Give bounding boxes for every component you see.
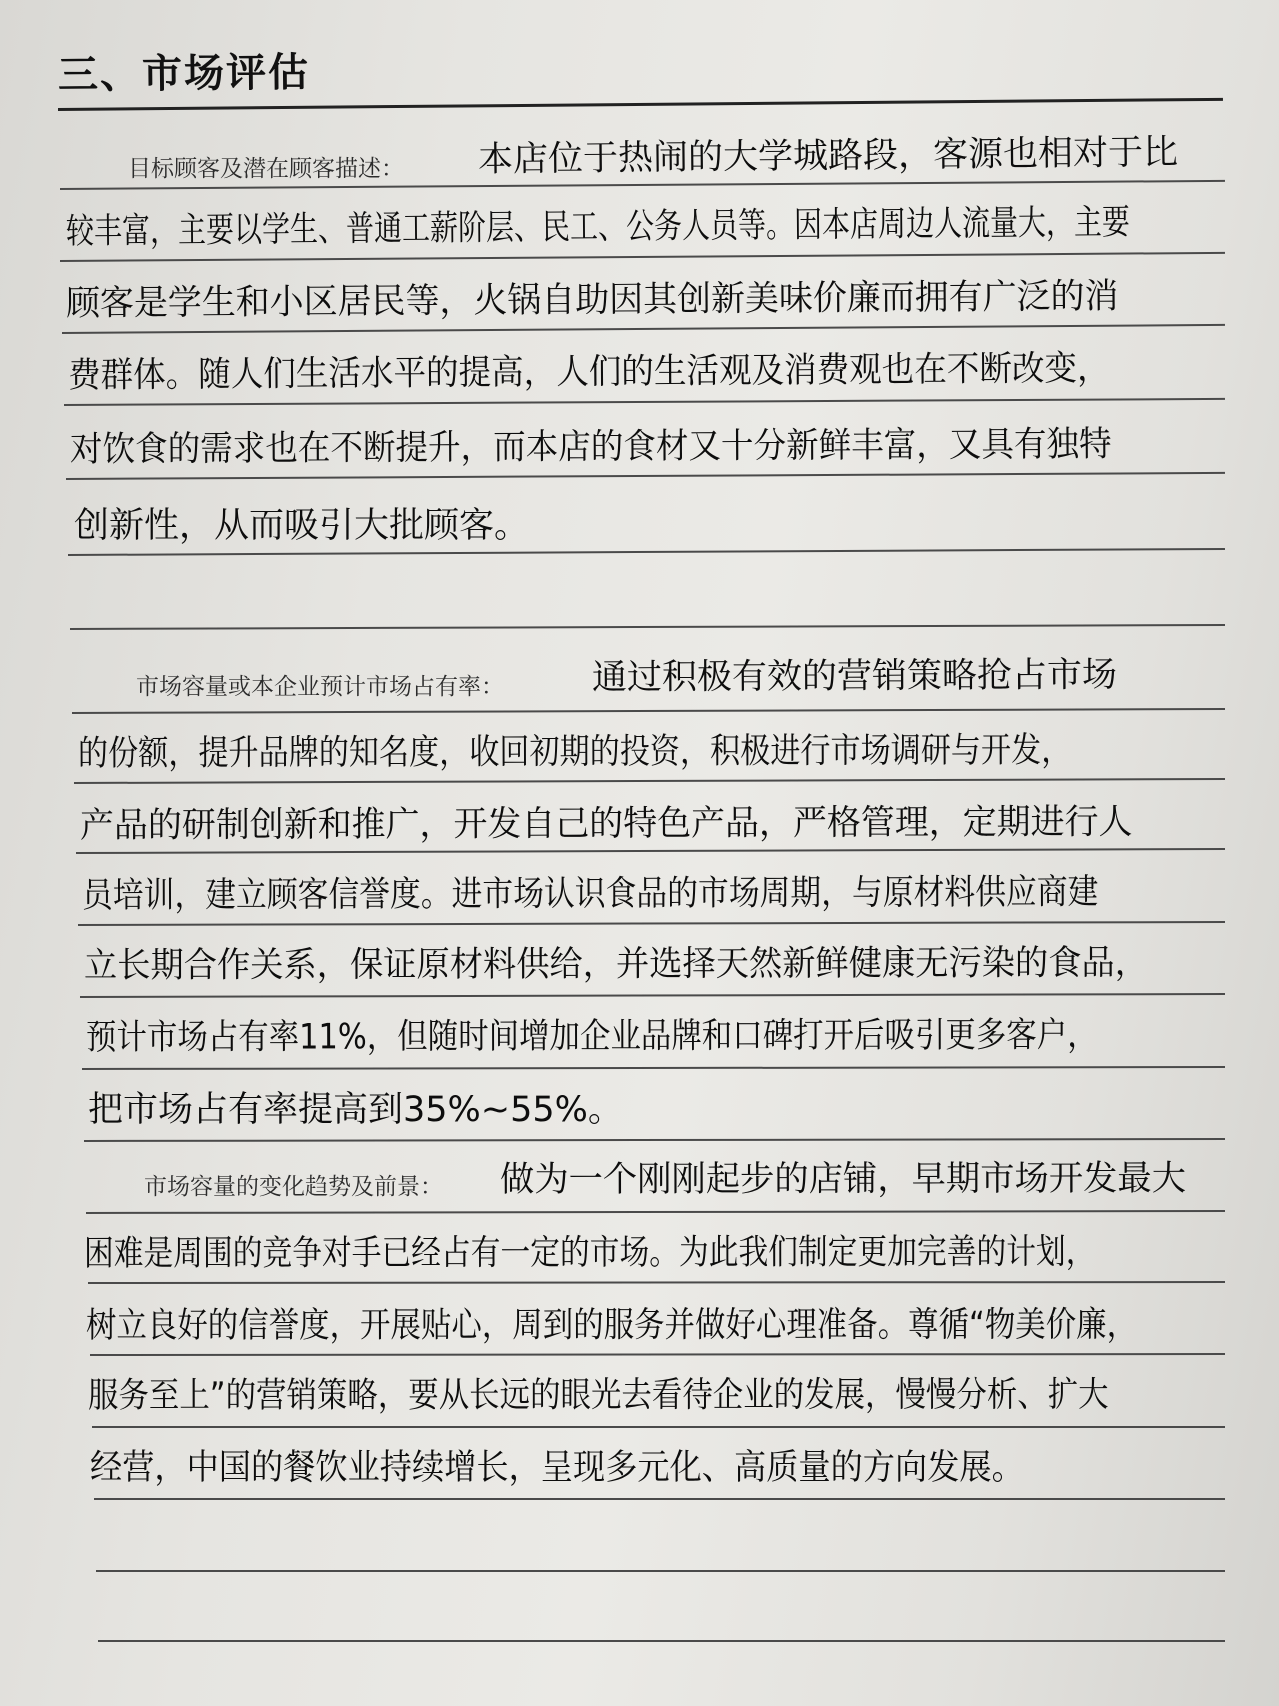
section-label-market-trend: 市场容量的变化趋势及前景： [144,1174,443,1200]
handwritten-line: 困难是周围的竞争对手已经占有一定的市场。为此我们制定更加完善的计划， [83,1232,1096,1274]
ruled-line [70,624,1225,630]
section-label-market-share: 市场容量或本企业预计市场占有率： [136,674,504,700]
handwritten-line: 树立良好的信誉度，开展贴心，周到的服务并做好心理准备。尊循“物美价廉， [85,1305,1138,1346]
handwritten-line: 服务至上”的营销策略，要从长远的眼光去看待企业的发展，慢慢分析、扩大 [87,1375,1109,1416]
handwritten-line: 顾客是学生和小区居民等，火锅自助因其创新美味价廉而拥有广泛的消 [65,276,1119,324]
ruled-line [84,1138,1225,1142]
handwritten-line: 员培训，建立顾客信誉度。进市场认识食品的市场周期，与原材料供应商建 [81,872,1099,916]
handwritten-line: 经营，中国的餐饮业持续增长，呈现多元化、高质量的方向发展。 [90,1448,1024,1488]
section-title: 三、市场评估 [57,49,311,99]
handwritten-line: 费群体。随人们生活水平的提高，人们的生活观及消费观也在不断改变， [67,348,1110,396]
title-underline [58,98,1223,111]
ruled-line [90,1353,1225,1356]
ruled-line [94,1498,1225,1500]
ruled-line [62,324,1225,334]
handwritten-line: 的份额，提升品牌的知名度，收回初期的投资，积极进行市场调研与开发， [77,730,1072,774]
ruled-line [92,1426,1225,1428]
ruled-line [78,921,1225,926]
ruled-line [72,708,1225,714]
section-label-target-customers: 目标顾客及潜在顾客描述： [128,156,404,182]
handwritten-line: 立长期合作关系，保证原材料供给，并选择天然新鲜健康无污染的食品， [83,943,1149,986]
ruled-line [74,778,1225,784]
handwritten-line: 做为一个刚刚起步的店铺，早期市场开发最大 [499,1158,1187,1200]
ruled-line [86,1210,1225,1214]
handwritten-line: 预计市场占有率11%，但随时间增加企业品牌和口碑打开后吸引更多客户， [85,1015,1098,1058]
ruled-line [76,848,1225,854]
handwritten-line: 创新性，从而吸引大批顾客。 [74,506,530,546]
ruled-line [64,398,1225,406]
handwritten-line: 产品的研制创新和推广，开发自己的特色产品，严格管理，定期进行人 [79,802,1133,846]
ruled-line [66,472,1225,480]
ruled-line [82,1066,1225,1070]
ruled-line [60,252,1225,262]
ruled-line [88,1281,1225,1284]
ruled-line [98,1640,1225,1642]
ruled-line [80,993,1225,998]
handwritten-line: 通过积极有效的营销策略抢占市场 [591,655,1118,698]
handwritten-line: 对饮食的需求也在不断提升，而本店的食材又十分新鲜丰富，又具有独特 [69,424,1112,470]
ruled-line [96,1570,1225,1572]
handwritten-line: 把市场占有率提高到35%~55%。 [88,1090,623,1130]
handwritten-line: 本店位于热闹的大学城路段，客源也相对于比 [477,132,1179,180]
handwritten-line: 较丰富，主要以学生、普通工薪阶层、民工、公务人员等。因本店周边人流量大，主要 [65,202,1131,252]
